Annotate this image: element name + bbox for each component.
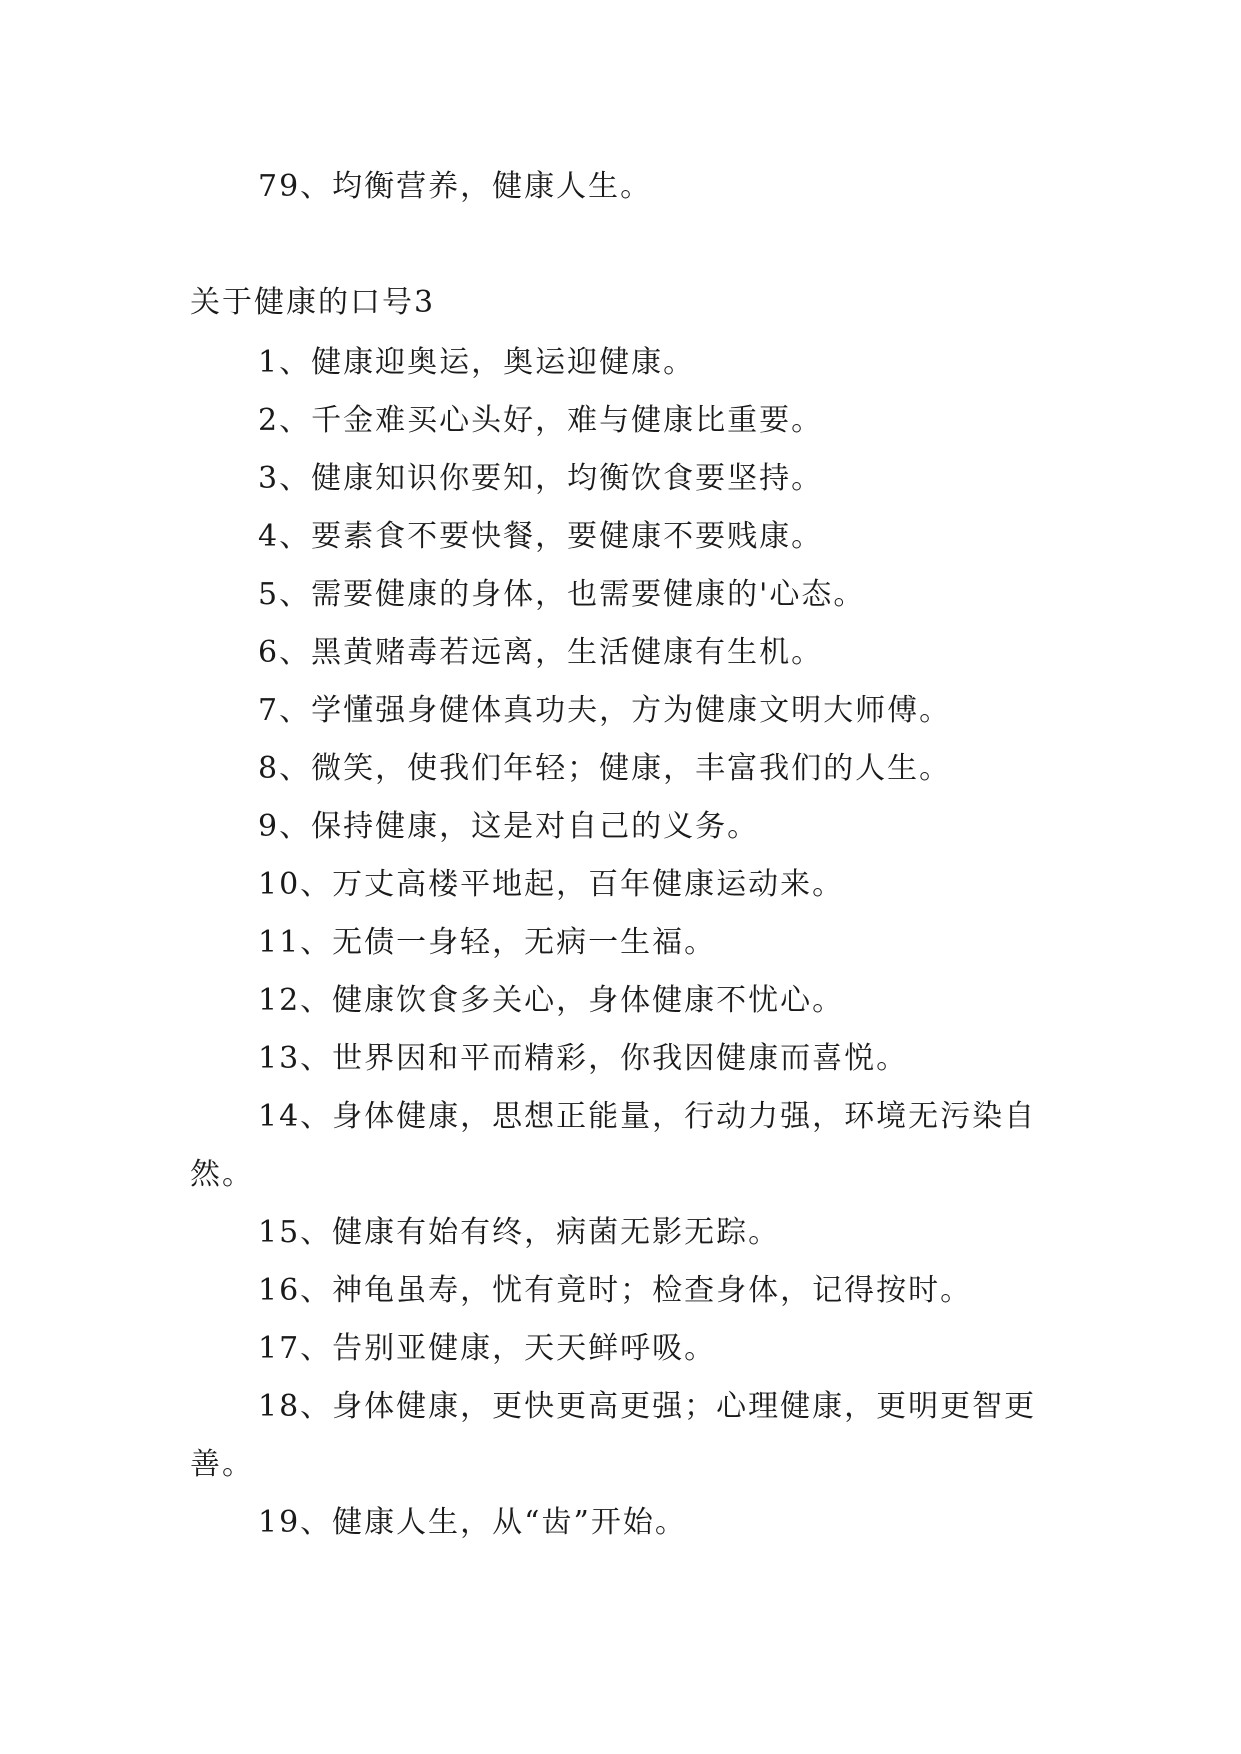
list-item: 7、学懂强身健体真功夫，方为健康文明大师傅。 (258, 693, 952, 728)
list-item: 3、健康知识你要知，均衡饮食要坚持。 (258, 461, 824, 496)
list-item: 6、黑黄赌毒若远离，生活健康有生机。 (258, 635, 824, 670)
list-item: 13、世界因和平而精彩，你我因健康而喜悦。 (258, 1041, 909, 1076)
section-title: 关于健康的口号3 (190, 285, 436, 320)
list-item: 2、千金难买心头好，难与健康比重要。 (258, 403, 824, 438)
list-item: 10、万丈高楼平地起，百年健康运动来。 (258, 867, 845, 902)
list-item: 1、健康迎奥运，奥运迎健康。 (258, 345, 696, 380)
list-item: 4、要素食不要快餐，要健康不要贱康。 (258, 519, 824, 554)
list-item: 8、微笑，使我们年轻；健康，丰富我们的人生。 (258, 751, 952, 786)
list-item: 12、健康饮食多关心，身体健康不忧心。 (258, 983, 845, 1018)
list-item: 9、保持健康，这是对自己的义务。 (258, 809, 760, 844)
list-item: 17、告别亚健康，天天鲜呼吸。 (258, 1331, 717, 1366)
list-item: 19、健康人生，从“齿”开始。 (258, 1505, 687, 1540)
list-item: 16、神龟虽寿，忧有竟时；检查身体，记得按时。 (258, 1273, 973, 1308)
list-item: 5、需要健康的身体，也需要健康的'心态。 (258, 577, 866, 612)
list-item: 15、健康有始有终，病菌无影无踪。 (258, 1215, 781, 1250)
list-item: 14、身体健康，思想正能量，行动力强，环境无污染自然。 (190, 1099, 1037, 1192)
list-item: 18、身体健康，更快更高更强；心理健康，更明更智更善。 (190, 1389, 1037, 1482)
intro-line: 79、均衡营养，健康人生。 (258, 169, 653, 204)
list-item: 11、无债一身轻，无病一生福。 (258, 925, 717, 960)
